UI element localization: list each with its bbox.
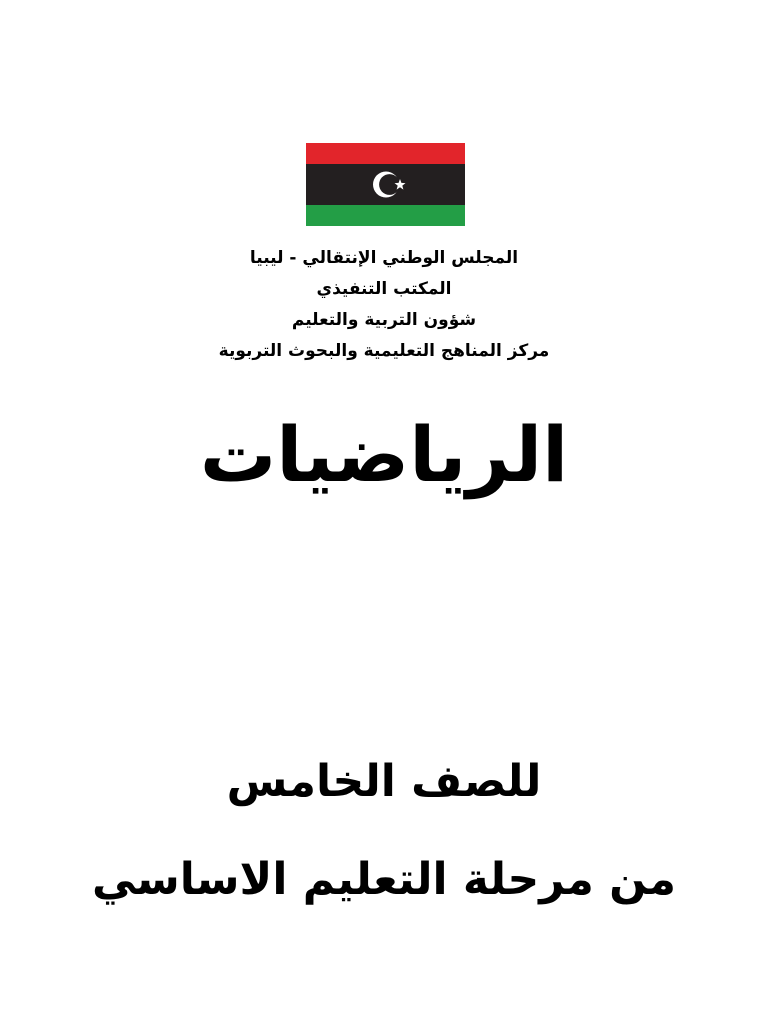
executive-office-line: المكتب التنفيذي (316, 279, 452, 299)
education-stage-label: من مرحلة التعليم الاساسي (91, 854, 676, 905)
council-line: المجلس الوطني الإنتقالي - ليبيا (249, 248, 519, 268)
education-affairs-line: شؤون التربية والتعليم (291, 310, 477, 330)
flag-red-stripe (306, 143, 465, 164)
book-title: الرياضيات (199, 410, 569, 499)
flag-green-stripe (306, 205, 465, 226)
grade-label: للصف الخامس (226, 756, 542, 807)
curriculum-center-line: مركز المناهج التعليمية والبحوث التربوية (218, 341, 550, 361)
issuer-header (0, 243, 768, 367)
libya-flag-icon (306, 143, 465, 226)
